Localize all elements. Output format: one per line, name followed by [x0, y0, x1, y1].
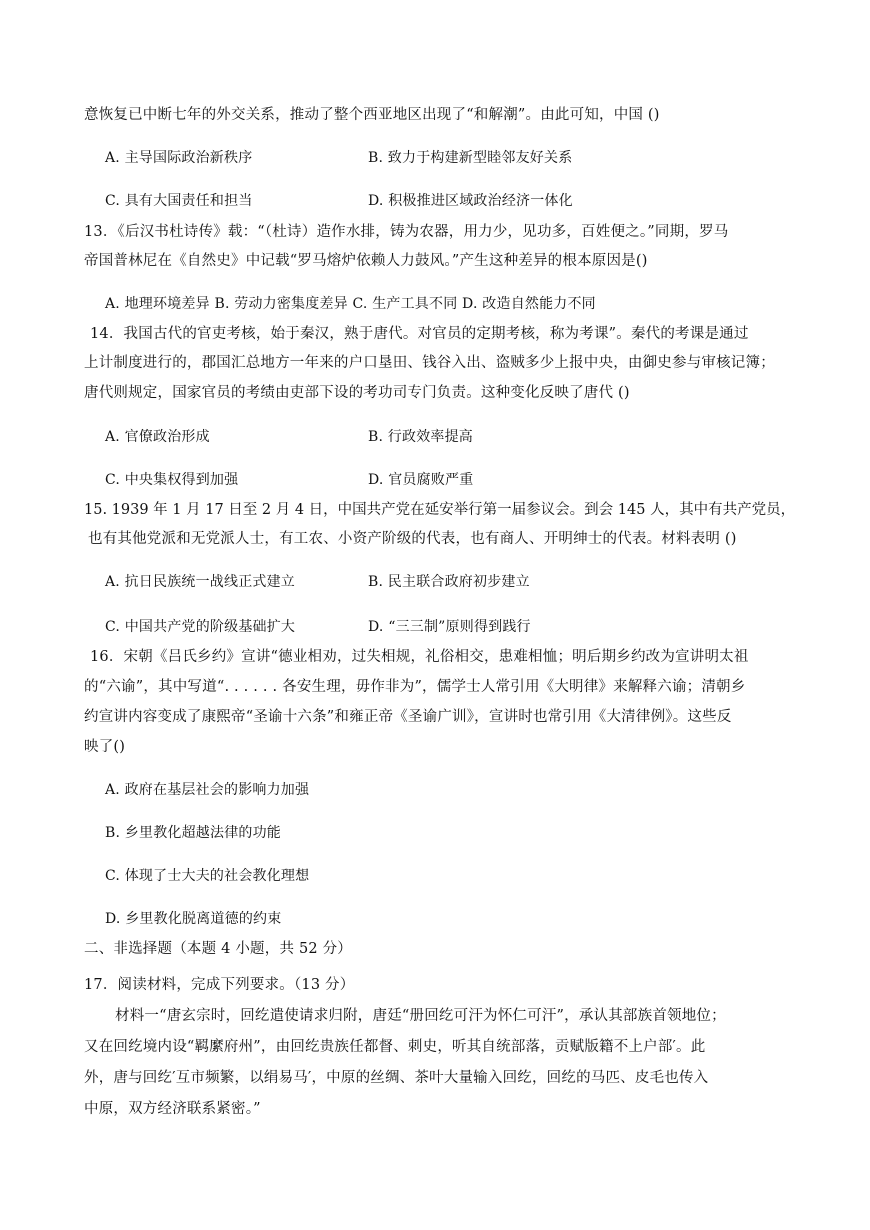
q16-stem-line-1: 16．宋朝《吕氏乡约》宣讲“德业相劝，过失相规，礼俗相交，患难相恤；明后期乡约改为宣讲明太祖 — [90, 649, 749, 665]
q15-stem-line-1: 15. 1939 年 1 月 17 日至 2 月 4 日，中国共产党在延安举行第一届参议会。到会 145 人，其中有共产党员， — [84, 502, 796, 518]
q12-stem-continuation: 意恢复已中断七年的外交关系，推动了整个西亚地区出现了“和解潮”。由此可知，中国 () — [84, 107, 660, 123]
q16-option-d: D. 乡里教化脱离道德的约束 — [105, 911, 282, 927]
q12-option-b: B. 致力于构建新型睦邻友好关系 — [368, 150, 573, 166]
q14-option-d: D. 官员腐败严重 — [368, 472, 474, 488]
q17-material-line-1: 材料一“唐玄宗时，回纥遣使请求归附，唐廷“册回纥可汗为怀仁可汗”，承认其部族首领地位； — [115, 1008, 726, 1024]
q13-stem-line-2: 帝国普林尼在《自然史》中记载“罗马熔炉依赖人力鼓风。”产生这种差异的根本原因是() — [84, 253, 648, 269]
q14-stem-line-1: 14．我国古代的官吏考核，始于秦汉，熟于唐代。对官员的定期考核，称为考课”。秦代的考课是通过 — [90, 326, 749, 342]
q16-option-c: C. 体现了士大夫的社会教化理想 — [105, 868, 310, 884]
q12-option-c: C. 具有大国责任和担当 — [105, 193, 253, 209]
q15-option-a: A. 抗日民族统一战线正式建立 — [105, 574, 296, 590]
q14-option-b: B. 行政效率提高 — [368, 429, 473, 445]
q16-option-a: A. 政府在基层社会的影响力加强 — [105, 782, 310, 798]
section-2-heading: 二、非选择题（本题 4 小题，共 52 分） — [84, 941, 353, 957]
q14-stem-line-3: 唐代则规定，国家官员的考绩由吏部下设的考功司专门负责。这种变化反映了唐代 () — [84, 385, 630, 401]
q17-material-line-2: 又在回纥境内设“羁縻府州”，由回纥贵族任都督、刺史，听其自统部落，贡赋版籍不上户部′。此 — [84, 1039, 706, 1055]
q14-option-c: C. 中央集权得到加强 — [105, 472, 239, 488]
q17-material-line-4: 中原，双方经济联系紧密。” — [84, 1101, 261, 1117]
q15-stem-line-2: 也有其他党派和无党派人士，有工农、小资产阶级的代表，也有商人、开明绅士的代表。材料表明 () — [88, 531, 737, 547]
q15-option-d: D. “三三制”原则得到践行 — [368, 619, 531, 635]
q14-stem-line-2: 上计制度进行的，郡国汇总地方一年来的户口垦田、钱谷入出、盗贼多少上报中央，由御史参与审核记簿； — [84, 355, 775, 371]
q17-material-line-3: 外，唐与回纥′互市频繁，以绢易马′，中原的丝绸、茶叶大量输入回纥，回纥的马匹、皮毛也传入 — [84, 1070, 709, 1086]
q16-option-b: B. 乡里教化超越法律的功能 — [105, 825, 281, 841]
q14-option-a: A. 官僚政治形成 — [105, 429, 210, 445]
q15-option-c: C. 中国共产党的阶级基础扩大 — [105, 619, 296, 635]
q15-option-b: B. 民主联合政府初步建立 — [368, 574, 530, 590]
q13-options: A. 地理环境差异 B. 劳动力密集度差异 C. 生产工具不同 D. 改造自然能力不同 — [105, 296, 596, 312]
q13-stem-line-1: 13．《后汉书杜诗传》载：“（杜诗）造作水排，铸为农器，用力少，见功多，百姓便之。”同期，罗马 — [84, 224, 729, 240]
q17-stem: 17．阅读材料，完成下列要求。（13 分） — [84, 977, 355, 993]
q12-option-d: D. 积极推进区域政治经济一体化 — [368, 193, 573, 209]
q16-stem-line-3: 约宣讲内容变成了康熙帝“圣谕十六条”和雍正帝《圣谕广训》，宣讲时也常引用《大清律例》。这些反 — [84, 709, 732, 725]
q12-option-a: A. 主导国际政治新秩序 — [105, 150, 253, 166]
q16-stem-line-4: 映了() — [84, 739, 126, 755]
q16-stem-line-2: 的“六谕”，其中写道“. . . . . . 各安生理，毋作非为”，儒学士人常引用《大明律》来解释六谕；清朝乡 — [84, 679, 746, 695]
